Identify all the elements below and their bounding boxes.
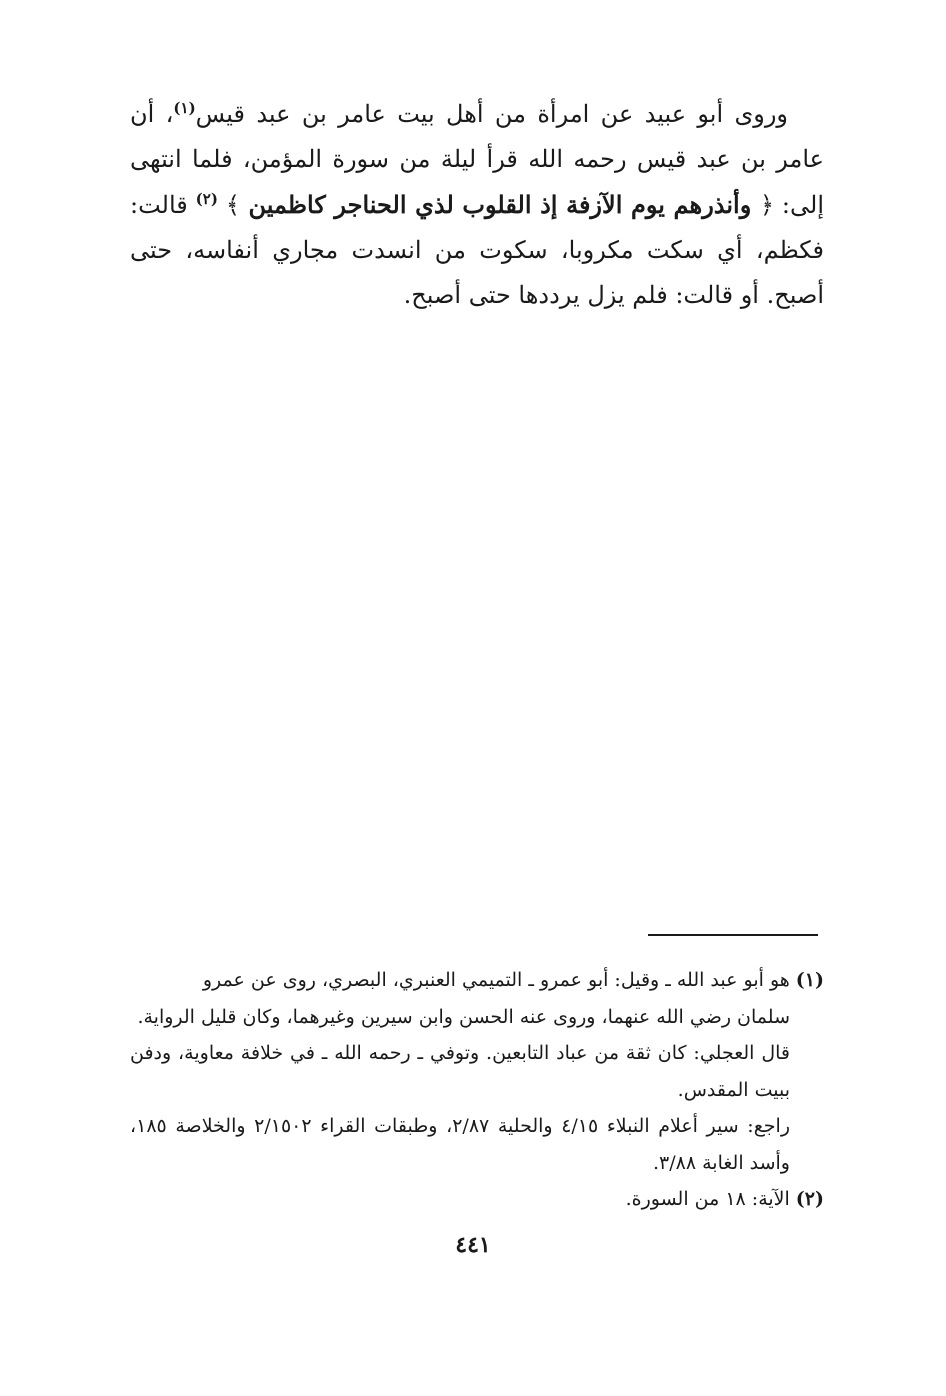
footnotes [130,962,824,1218]
footnote-1-number: (١) [795,969,824,991]
main-text [130,92,824,318]
paragraph-mid: ، أن عامر بن عبد قيس رحمه الله قرأ ليلة من سورة المؤمن، فلما انتهى إلى: [130,100,824,219]
footnote-1 [130,962,824,1181]
footnote-1-line-3: قال العجلي: كان ثقة من عباد التابعين. وتوفي ـ رحمه الله ـ في خلافة معاوية، ودفن ببيت المقدس. [130,1042,790,1101]
footnote-ref-2: (٢) [195,190,218,208]
footnote-separator [648,934,818,936]
verse-text: وأنذرهم يوم الآزفة إذ القلوب لذي الحناجر كاظمين [248,190,752,219]
footnote-ref-1: (١) [173,99,196,117]
quran-verse [226,190,774,219]
footnote-2-number: (٢) [795,1188,824,1210]
footnote-1-line-4: راجع: سير أعلام النبلاء ٤/١٥ والحلية ٢/٨٧، وطبقات القراء ٢/١٥٠٢ والخلاصة ١٨٥، وأسد الغابة ٣/٨٨. [130,1115,791,1174]
verse-open-bracket: ﴿ [759,191,775,219]
paragraph-intro: وروى أبو عبيد عن امرأة من أهل بيت عامر بن عبد قيس [195,100,789,128]
paragraph-tail: قالت: فكظم، أي سكت مكروبا، سكوت من انسدت مجاري أنفاسه، حتى أصبح. أو قالت: فلم يزل يرددها حتى أصبح. [130,191,824,309]
page-number: ٤٤١ [455,1232,491,1258]
footnote-2-text: الآية: ١٨ من السورة. [625,1188,790,1210]
footnote-2 [130,1181,824,1218]
main-paragraph [130,92,824,318]
verse-close-bracket: ﴾ [225,191,240,219]
footnote-1-line-2: سلمان رضي الله عنهما، وروى عنه الحسن وابن سيرين وغيرهما، وكان قليل الرواية. [137,1005,790,1028]
footnote-1-line-1: هو أبو عبد الله ـ وقيل: أبو عمرو ـ التميمي العنبري، البصري، روى عن عمرو [202,969,790,991]
